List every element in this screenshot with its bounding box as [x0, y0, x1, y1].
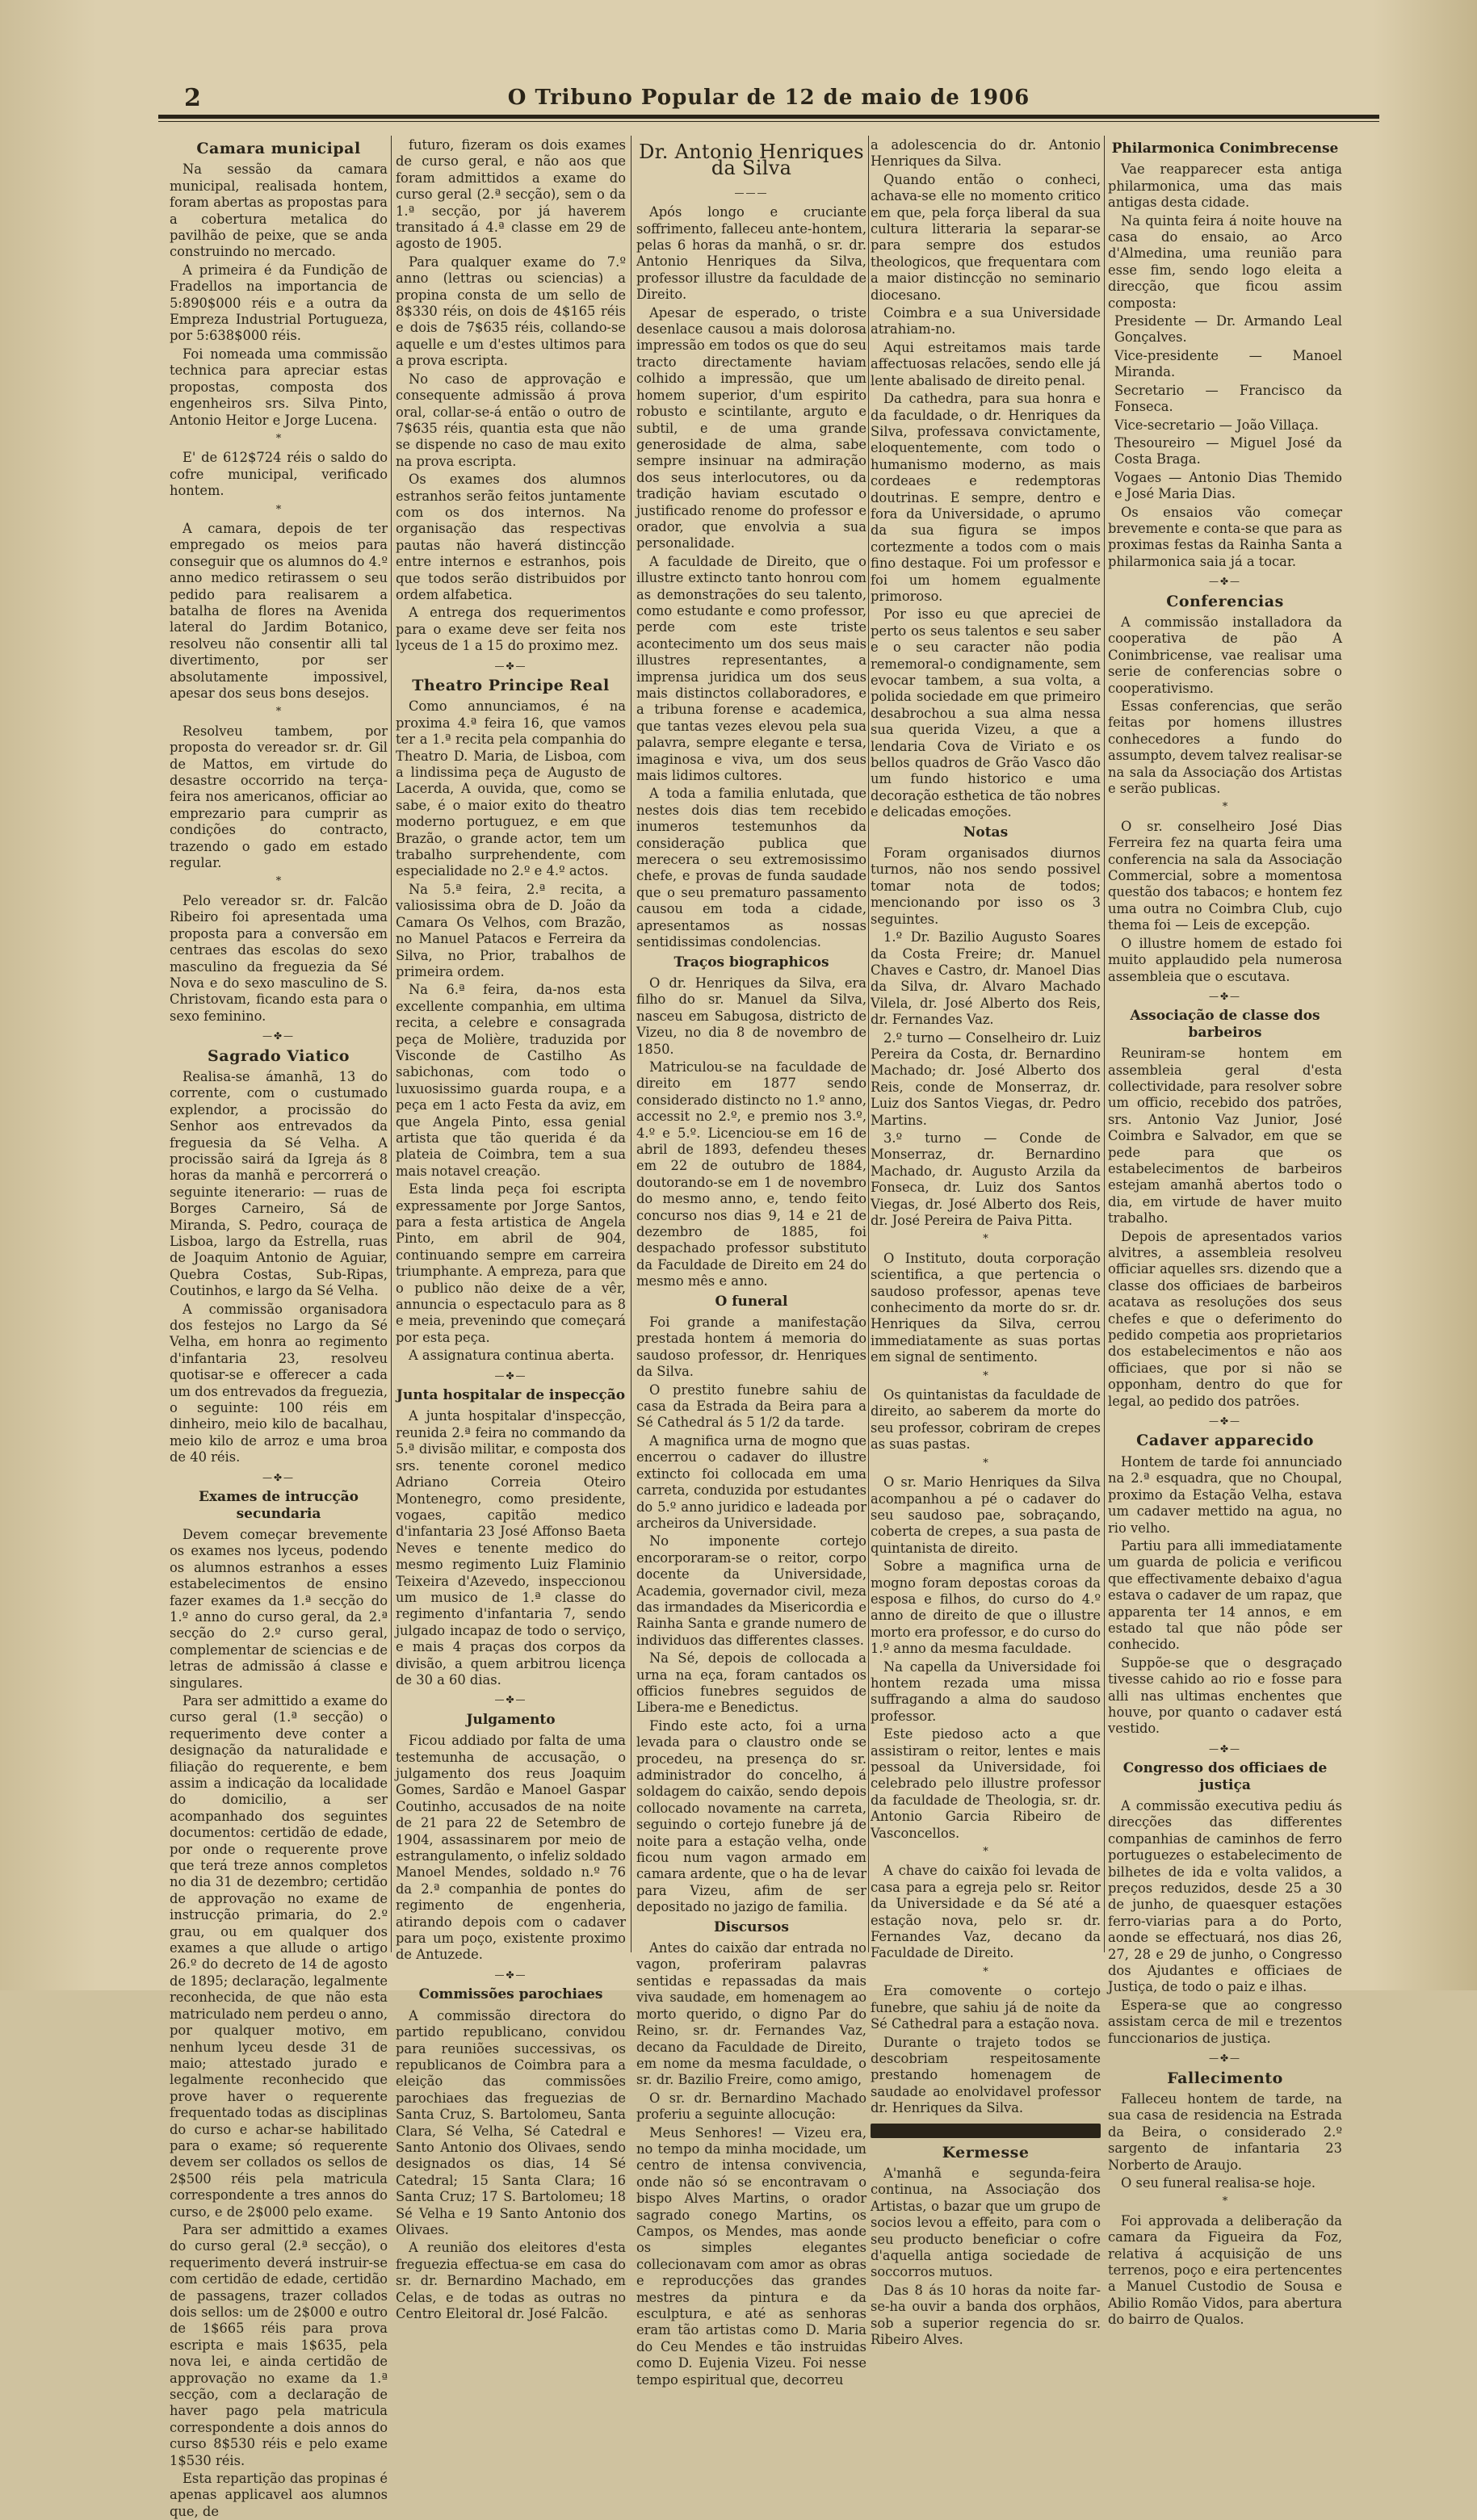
ornament-divider: —✤— — [1208, 1415, 1242, 1428]
asterisk-separator: * — [275, 432, 282, 445]
ornament-divider: —✤— — [494, 660, 527, 672]
asterisk-separator: * — [983, 1965, 988, 1978]
paragraph: Apesar de esperado, o triste desenlace causou a mais dolorosa impressão em todos os que do seu tracto directamente haviam colhido a impressão, que um homem superior, d'um espirito robusto e scintilante, arguto e subtil, e de uma grande generosidade de alma, sabe sempre insinuar na admiração dos seus interlocutores, ou da tradição haviam escutado o justificado renome do professor e orador, que envolvia a sua personalidade. — [636, 304, 866, 551]
paragraph: A assignatura continua aberta. — [409, 1348, 615, 1364]
paragraph: Vae reapparecer esta antiga philarmonica, uma das mais antigas desta cidade. — [1108, 161, 1342, 211]
paragraph: Antes do caixão dar entrada no vagon, proferiram palavras sentidas e repassadas da mais viva saudade, em homenagem ao morto querido, o digno Par do Reino, sr. dr. Fernandes Vaz, decano da Faculdade de Direito, em nome da mesma faculdade, o sr. dr. Bazilio Freire, como amigo, — [636, 1940, 866, 2088]
paragraph: A toda a familia enlutada, que nestes dois dias tem recebido inumeros testemunhos da consideração publica que merecera o seu extremosissimo chefe, e provas de funda saudade que o seu prematuro passamento causou em toda a cidade, apresentamos as nossas sentidissimas condolencias. — [636, 786, 866, 950]
section-title-tracos: Traços biographicos — [673, 954, 829, 971]
paragraph: Reuniram-se hontem em assembleia geral d'esta collectividade, para resolver sobre um officio, recebido dos patrões, srs. Antonio Vaz Junior, José Coimbra e Salvador, em que se pede para que os estabelecimentos de barbeiros estejam amanhã abertos todo o dia, em virtude de haver muito trabalho. — [1108, 1046, 1342, 1226]
article-title-congresso: Congresso dos officiaes de justiça — [1122, 1760, 1328, 1793]
article-title-junta: Junta hospitalar de inspecção — [396, 1387, 626, 1404]
paragraph: Este piedoso acto a que assistiram o reitor, lentes e mais pessoal da Universidade, foi celebrado pelo illustre professor da faculdade de Theologia, sr. dr. Antonio Garcia Ribeiro de Vasconcellos. — [871, 1726, 1101, 1841]
list-item: Secretario — Francisco da Fonseca. — [1114, 382, 1342, 415]
article-title-theatro: Theatro Principe Real — [412, 677, 610, 694]
column-1 — [170, 137, 388, 2519]
asterisk-separator: * — [275, 706, 282, 719]
ornament-divider: —✤— — [1208, 990, 1242, 1002]
article-title-exames: Exames de intrucção secundaria — [198, 1489, 359, 1522]
black-rule — [871, 2124, 1101, 2138]
paragraph: O illustre homem de estado foi muito applaudido pela numerosa assembleia que o escutava. — [1108, 935, 1342, 984]
paragraph: Na Sé, depois de collocada a urna na eça, foram cantados os officios funebres seguidos de Libera-me e Benedictus. — [636, 1650, 866, 1716]
article-title-camara: Camara municipal — [196, 140, 361, 157]
paragraph: Foi nomeada uma commissão technica para apreciar estas propostas, composta dos engenheiros srs. Silva Pinto, Antonio Heitor e Jorge Lucena. — [170, 346, 388, 428]
paragraph: Suppõe-se que o desgraçado tivesse cahido ao rio e fosse para alli nas ultimas enchentes que houve, por quanto o cadaver está vestido. — [1108, 1654, 1342, 1737]
paragraph: Hontem de tarde foi annunciado na 2.ª esquadra, que no Choupal, proximo da Estação Velha, estava um cadaver mettido na agua, no rio velho. — [1108, 1453, 1342, 1536]
paragraph: Na capella da Universidade foi hontem rezada uma missa suffragando a alma do saudoso professor. — [871, 1658, 1101, 1724]
list-item: Vice-secretario — João Villaça. — [1114, 417, 1319, 433]
paragraph: A chave do caixão foi levada de casa para a egreja pelo sr. Reitor da Universidade e da Sé até a estação nova, pelo sr. dr. Fernandes Vaz, decano da Faculdade de Direito. — [871, 1863, 1101, 1961]
asterisk-separator: * — [1222, 801, 1228, 814]
paragraph: Como annunciamos, é na proxima 4.ª feira 16, que vamos ter a 1.ª recita pela companhia do Theatro D. Maria, de Lisboa, com a lindissima peça de Augusto de Lacerda, A ouvida, que, como se sabe, é o maior exito do theatro moderno portuguez, e em que Brazão, o grande actor, tem um trabalho surprehendente, com especialidade no 2.º e 4.º actos. — [396, 698, 626, 879]
paragraph: A camara, depois de ter empregado os meios para conseguir que os alumnos do 4.º anno medico retirassem o seu pedido para realisarem a batalha de flores na Avenida lateral do Jardim Botanico, resolveu não consentir alli tal divertimento, por ser absolutamente impossivel, apesar dos seus bons desejos. — [170, 520, 388, 701]
paragraph: E' de 612$724 réis o saldo do cofre municipal, verificado hontem. — [170, 450, 388, 499]
asterisk-separator: * — [983, 1457, 988, 1470]
paragraph: Durante o trajeto todos se descobriam respeitosamente prestando homenagem de saudade ao enolvidavel professor dr. Henriques da Silva. — [871, 2034, 1101, 2116]
asterisk-separator: * — [275, 875, 282, 888]
article-title-obituary: Dr. Antonio Henriques da Silva — [639, 140, 864, 180]
header-rule — [158, 115, 1379, 122]
column-5 — [1108, 137, 1342, 2328]
paragraph: O sr. dr. Bernardino Machado proferiu a seguinte allocução: — [636, 2090, 866, 2123]
column-rule — [631, 136, 632, 1952]
article-title-commissoes: Commissões parochiaes — [418, 1986, 603, 2003]
paragraph: No caso de approvação e consequente admissão á prova oral, collar-se-á então o outro de 7$635 réis, quantia esta que não se dispende no caso de mau exito na prova escripta. — [396, 371, 626, 469]
article-title-philarmonica: Philarmonica Conimbrecense — [1111, 140, 1339, 157]
list-item: Thesoureiro — Miguel José da Costa Braga. — [1114, 434, 1342, 468]
paragraph: A reunião dos eleitores d'esta freguezia effectua-se em casa do sr. dr. Bernardino Machado, em Celas, e de todas as outras no Centro Eleitoral dr. José Falcão. — [396, 2240, 626, 2321]
paragraph: Depois de apresentados varios alvitres, a assembleia resolveu officiar aquelles srs. dizendo que a classe dos officiaes de barbeiros acatava as resoluções dos seus chefes e que o deferimento do pedido competia aos proprietarios dos estabelecimentos e não aos officiaes, que por si não se opponham, dentro do que for legal, ao pedido dos patrões. — [1108, 1228, 1342, 1409]
paragraph: Devem começar brevemente os exames nos lyceus, podendo os alumnos estranhos a esses estabelecimentos de ensino fazer exames da 1.ª secção do 1.º anno do curso geral, da 2.ª secção do 2.º curso geral, complementar de sciencias e de letras de admissão á classe e singulares. — [170, 1526, 388, 1691]
section-title-notas: Notas — [963, 824, 1009, 841]
paragraph: Aqui estreitamos mais tarde affectuosas relacões, sendo elle já lente abalisado de direito penal. — [871, 339, 1101, 388]
paragraph: Na quinta feira á noite houve na casa do ensaio, ao Arco d'Almedina, uma reunião para esse fim, sendo logo eleita a direcção, que ficou assim composta: — [1108, 212, 1342, 311]
paragraph: A faculdade de Direito, que o illustre extincto tanto honrou com as demonstrações do seu talento, como estudante e como professor, perde com este triste acontecimento um dos seus mais illustres representantes, a imprensa juridica um dos seus mais distinctos collaboradores, e a tribuna forense e academica, que tantas vezes elevou pela sua palavra, sempre elegante e tersa, imaginosa e viva, um dos seus mais lidimos cultores. — [636, 553, 866, 784]
paragraph: Na 6.ª feira, da-nos esta excellente companhia, em ultima recita, a celebre e consagrada peça de Molière, traduzida por Visconde de Castilho As sabichonas, com todo o luxuosissimo guarda roupa, e a peça em 1 acto Festa da aviz, em que Angela Pinto, essa genial artista que tão querida é da plateia de Coimbra, tem a sua mais notavel creação. — [396, 982, 626, 1179]
paragraph: A primeira é da Fundição de Fradellos na importancia de 5:890$000 réis e a outra da Empreza Industrial Portugueza, por 5:638$000 réis. — [170, 262, 388, 344]
paragraph: Para ser admittido a exame do curso geral (1.ª secção) o requerimento deve conter a designação da naturalidade e filiação do requerente, e bem assim a indicação da localidade do domicilio, a ser acompanhado dos seguintes documentos: certidão de edade, por onde o requerente prove que terá treze annos completos no dia 31 de dezembro; certidão de approvação no exame de instrucção primaria, do 2.º grau, ou em qualquer dos exames a que allude o artigo 26.º do decreto de 14 de agosto de 1895; declaração, legalmente reconhecida, de que não esta matriculado nem perdeu o anno, por qualquer motivo, em nenhum lyceu desde 31 de maio; attestado jurado e legalmente reconhecido que prove haver o requerente frequentado todas as disciplinas do curso e achar-se habilitado para o exame; só requerente devem ser collados os sellos de 2$500 réis pela matricula correspondente a tres annos do curso, e de 2$000 pelo exame. — [170, 1692, 388, 2220]
paragraph: A junta hospitalar d'inspecção, reunida 2.ª feira no commando da 5.ª divisão militar, e composta dos srs. tenente coronel medico Adriano Correia Oteiro Montenegro, como presidente, vogaes, capitão medico d'infantaria 23 José Affonso Baeta Neves e tenente medico do mesmo regimento Luiz Flaminio Teixeira d'Azevedo, inspeccionou um musico de 1.ª classe do regimento d'infantaria 7, sendo julgado incapaz de todo o serviço, e mais 4 praças dos corpos da divisão, a quem arbitrou licença de 30 a 60 dias. — [396, 1408, 626, 1688]
paragraph: A commissão installadora da cooperativa de pão A Conimbricense, vae realisar uma serie de conferencias sobre o cooperativismo. — [1108, 614, 1342, 696]
column-rule — [391, 136, 392, 1952]
paragraph: Esta linda peça foi escripta expressamente por Jorge Santos, para a festa artistica de Angela Pinto, em abril de 904, continuando sempre em carreira triumphante. A empreza, para que o publico não deixe de a vêr, annuncia o espectaculo para as 8 e meia, prevenindo que começará por esta peça. — [396, 1181, 626, 1345]
paragraph: Coimbra e a sua Universidade atrahiam-no. — [871, 305, 1101, 338]
paragraph: Essas conferencias, que serão feitas por homens illustres conhecedores a fundo do assumpto, devem talvez realisar-se na sala da Associação dos Artistas e serão publicas. — [1108, 698, 1342, 797]
article-title-barbeiros: Associação de classe dos barbeiros — [1130, 1008, 1320, 1041]
paragraph: O Instituto, douta corporação scientifica, a que pertencia o saudoso professor, apenas teve conhecimento da morte do sr. dr. Henriques da Silva, cerrou immediatamente as suas portas em signal de sentimento. — [871, 1250, 1101, 1365]
paragraph: A commissão directora do partido republicano, convidou para reuniões successivas, os republicanos de Coimbra para a eleição das commissões parochiaes das freguezias de Santa Cruz, S. Bartolomeu, Santa Clara, Sé Velha, Sé Catedral e Santo Antonio dos Olivaes, sendo designados os dias, 14 Sé Catedral; 15 Santa Clara; 16 Santa Cruz; 17 S. Bartolomeu; 18 Sé Velha e 19 Santo Antonio dos Olivaes. — [396, 2007, 626, 2237]
paragraph: Era comovente o cortejo funebre, que sahiu já de noite da Sé Cathedral para a estação nova. — [871, 1983, 1101, 2032]
paragraph: Das 8 ás 10 horas da noite far-se-ha ouvir a banda dos orphãos, sob a superior regencia do sr. Ribeiro Alves. — [871, 2282, 1101, 2347]
column-rule — [1104, 136, 1105, 1952]
paragraph: Espera-se que ao congresso assistam cerca de mil e trezentos funccionarios de justiça. — [1108, 1997, 1342, 2046]
page-number: 2 — [184, 84, 201, 112]
column-rule — [868, 136, 869, 1952]
paragraph: Da cathedra, para sua honra e da faculdade, o dr. Henriques da Silva, professava convictamente, eloquentemente, com todo o humanismo moderno, as mais cordeaes e redemptoras doutrinas. E sempre, dentro e fora da Universidade, o aprumo da sua figura se impos cortezmente a todos com o mais fino destaque. Foi um professor e foi um homem egualmente primoroso. — [871, 391, 1101, 604]
paragraph: Após longo e cruciante soffrimento, falleceu ante-hontem, pelas 6 horas da manhã, o sr. dr. Antonio Henriques da Silva, professor illustre da faculdade de Direito. — [636, 204, 866, 303]
paragraph: Partiu para alli immediatamente um guarda de policia e verificou que effectivamente debaixo d'agua estava o cadaver de um rapaz, que apparenta ter 14 annos, e em estado tal que não pôde ser conhecido. — [1108, 1537, 1342, 1653]
list-item: Vice-presidente — Manoel Miranda. — [1114, 347, 1342, 380]
ornament-divider: —✤— — [262, 1471, 296, 1483]
short-rule: ——— — [734, 187, 769, 199]
ornament-divider: —✤— — [494, 1969, 527, 1981]
paragraph: Para qualquer exame do 7.º anno (lettras ou sciencias) a propina consta de um sello de 8$330 réis, on dois de 4$165 réis e dois de 7$635 réis, collando-se aquelle e um d'estes ultimos para a prova escripta. — [396, 254, 626, 369]
paragraph: Meus Senhores! — Vizeu era, no tempo da minha mocidade, um centro de intensa convivencia, onde não só se encontravam o bispo Alves Martins, o orador sagrado conego Martins, os Campos, os Mendes, mas aonde os simples elegantes collecionavam com amor as obras e reproducções das grandes mestres da pintura e da esculptura, e até as senhoras eram tão artistas como D. Maria do Ceu Mendes e tão instruidas como D. Eujenia Vizeu. Foi nesse tempo espiritual que, decorreu — [636, 2124, 866, 2388]
newspaper-title: O Tribuno Popular de 12 de maio de 1906 — [507, 86, 1030, 110]
article-title-julgamento: Julgamento — [466, 1711, 556, 1728]
page-header — [158, 79, 1379, 120]
paragraph: O sr. Mario Henriques da Silva acompanhou a pé o cadaver do seu saudoso pae, sobraçando, coberta de crepes, a sua pasta de quintanista de direito. — [871, 1474, 1101, 1556]
paragraph: Os exames dos alumnos estranhos serão feitos juntamente com os dos internos. Na organisação das respectivas pautas não haverá distincção entre internos e estranhos, pois que todos serão distribuidos por ordem alfabetica. — [396, 472, 626, 602]
paragraph: Por isso eu que apreciei de perto os seus talentos e seu saber e o seu caracter não podia rememoral-o condignamente, sem evocar tambem, a sua volta, a polida sociedade em que primeiro desabrochou a sua alma nessa sua querida Vizeu, a que a lendaria Cova de Viriato e os bellos quadros de Grão Vasco dão um fundo historico e uma decoração esthetica de tão nobres e delicadas emoções. — [871, 606, 1101, 820]
paragraph: Os ensaios vão começar brevemente e conta-se que para as proximas festas da Rainha Santa a philarmonica saia já a tocar. — [1108, 504, 1342, 569]
paragraph: O dr. Henriques da Silva, era filho do sr. Manuel da Silva, nasceu em Sabugosa, districto de Vizeu, no dia 8 de novembro de 1850. — [636, 975, 866, 1057]
article-title-conferencias: Conferencias — [1166, 592, 1284, 610]
paragraph: Resolveu tambem, por proposta do vereador sr. dr. Gil de Mattos, em virtude do desastre occorrido na terça-feira nos americanos, officiar ao emprezario para cumprir as condições do contracto, trazendo o gado em estado regular. — [170, 723, 388, 871]
ornament-divider: —✤— — [494, 1369, 527, 1382]
asterisk-separator: * — [983, 1369, 988, 1382]
paragraph: a adolescencia do dr. Antonio Henriques da Silva. — [871, 137, 1101, 170]
paragraph: Falleceu hontem de tarde, na sua casa de residencia na Estrada da Beira, o considerado 2.º sargento de infantaria 23 Norberto de Araujo. — [1108, 2090, 1342, 2173]
article-title-kermesse: Kermesse — [942, 2143, 1030, 2161]
paragraph: Findo este acto, foi a urna levada para o claustro onde se procedeu, na presença do sr. administrador do concelho, á soldagem do caixão, sendo depois collocado novamente na carreta, seguindo o cortejo funebre já de noite para a estação velha, onde ficou num vagon armado em camara ardente, que o ha de levar para Vizeu, afim de ser depositado no jazigo de familia. — [636, 1717, 866, 1915]
section-title-funeral: O funeral — [715, 1293, 788, 1310]
paragraph: 3.º turno — Conde de Monserraz, dr. Bernardino Machado, dr. Augusto Arzila da Fonseca, dr. Luiz dos Santos Viegas, dr. José Alberto dos Reis, dr. José Pereira de Paiva Pitta. — [871, 1130, 1101, 1228]
column-3 — [636, 137, 866, 2388]
list-item: Presidente — Dr. Armando Leal Gonçalves. — [1114, 313, 1342, 346]
article-title-viatico: Sagrado Viatico — [208, 1046, 350, 1065]
ornament-divider: —✤— — [1208, 2052, 1242, 2065]
paragraph: O sr. conselheiro José Dias Ferreira fez na quarta feira uma conferencia na sala da Associação Commercial, sobre a momentosa questão dos tabacos; e hontem fez uma outra no Coimbra Club, cujo thema foi — Leis de excepção. — [1108, 818, 1342, 933]
paragraph: Para ser admittido a exames do curso geral (2.ª secção), o requerimento deverá instruir-se com certidão de edade, certidão de passagens, trazer collados dois sellos: um de 2$000 e outro de 1$665 réis para prova escripta e mais 1$635, pela nova lei, e ainda certidão de approvação no exame da 1.ª secção, com a declaração de haver pago pela matricula correspondente a dois annos do curso 8$530 réis e pelo exame 1$530 réis. — [170, 2221, 388, 2468]
paragraph: Os quintanistas da faculdade de direito, ao saberem da morte do seu professor, cobriram de crepes as suas pastas. — [871, 1387, 1101, 1453]
paragraph: O seu funeral realisa-se hoje. — [1121, 2174, 1316, 2191]
paragraph: Pelo vereador sr. dr. Falcão Ribeiro foi apresentada uma proposta para a conversão em centraes das escolas do sexo masculino da freguezia da Sé Nova e do sexo masculino de S. Christovam, ficando esta para o sexo feminino. — [170, 892, 388, 1024]
asterisk-separator: * — [983, 1846, 988, 1859]
paragraph: Realisa-se ámanhã, 13 do corrente, com o custumado explendor, a procissão do Senhor aos entrevados da freguesia da Sé Velha. A procissão sairá da Igreja ás 8 horas da manhã e percorrerá o seguinte itenerario: — ruas de Borges Carneiro, Sá de Miranda, S. Pedro, couraça de Lisboa, largo da Estrella, ruas de Joaquim Antonio de Aguiar, Quebra Costas, Sub-Ripas, Coutinhos, e largo da Sé Velha. — [170, 1068, 388, 1299]
section-title-discursos: Discursos — [714, 1918, 789, 1935]
ornament-divider: —✤— — [1208, 576, 1242, 588]
paragraph: Foi grande a manifestação prestada hontem á memoria do saudoso professor, dr. Henriques da Silva. — [636, 1315, 866, 1380]
column-2 — [396, 137, 626, 2321]
paragraph: Quando então o conheci, achava-se elle no momento critico em que, pela força liberal da sua cultura litteraria la separar-se para sempre dos estudos theologicos, que frequentara com a maior distincção no seminario diocesano. — [871, 171, 1101, 303]
paragraph: A commissão executiva pediu ás direcções das differentes companhias de caminhos de ferro portuguezes o estabelecimento de bilhetes de ida e volta validos, a preços reduzidos, desde 25 a 30 de junho, de quaesquer estações ferro-viarias para a do Porto, aonde se effectuará, nos dias 26, 27, 28 e 29 de junho, o Congresso dos Ajudantes e officiaes de Justiça, de todo o paiz e ilhas. — [1108, 1798, 1342, 1995]
paragraph: Ficou addiado por falta de uma testemunha de accusação, o julgamento dos reus Joaquim Gomes, Sardão e Manoel Gaspar Coutinho, accusados de na noite de 21 para 22 de Setembro de 1904, assassinarem por meio de estrangulamento, o infeliz soldado Manoel Mendes, soldado n.º 76 da 2.ª companhia de pontes do regimento de engenheria, atirando depois com o cadaver para um poço, existente proximo de Antuzede. — [396, 1733, 626, 1963]
paragraph: O prestito funebre sahiu de casa da Estrada da Beira para a Sé Cathedral ás 5 1/2 da tarde. — [636, 1382, 866, 1431]
list-item: Vogaes — Antonio Dias Themido e José Maria Dias. — [1114, 469, 1342, 502]
article-title-fallecimento: Fallecimento — [1167, 2069, 1283, 2087]
paragraph: Sobre a magnifica urna de mogno foram depostas coroas da esposa e filhos, do curso do 4.º anno de direito de que o illustre morto era professor, e do curso do 1.º anno da mesma faculdade. — [871, 1558, 1101, 1657]
paragraph: 1.º Dr. Bazilio Augusto Soares da Costa Freire; dr. Manuel Chaves e Castro, dr. Manoel Dias da Silva, dr. Alvaro Machado Vilela, dr. José Alberto dos Reis, dr. Fernandes Vaz. — [871, 929, 1101, 1028]
paragraph: Na sessão da camara municipal, realisada hontem, foram abertas as propostas para a cobertura metalica do pavilhão de peixe, que se anda construindo no mercado. — [170, 161, 388, 260]
paragraph: Na 5.ª feira, 2.ª recita, a valiosissima obra de D. João da Camara Os Velhos, com Brazão, no Manuel Patacos e Ferreira da Silva, no Prior, trabalhos de primeira ordem. — [396, 881, 626, 979]
paragraph: Foram organisados diurnos turnos, não nos sendo possivel tomar nota de todos; mencionando por isso os 3 seguintes. — [871, 845, 1101, 927]
asterisk-separator: * — [1222, 2195, 1228, 2208]
paragraph: A commissão organisadora dos festejos no Largo da Sé Velha, em honra ao regimento d'infantaria 23, resolveu quotisar-se e offerecer a cada um dos entrevados da freguezia, o seguinte: 100 réis em dinheiro, meio kilo de bacalhau, meio kilo de arroz e uma broa de 40 réis. — [170, 1301, 388, 1465]
column-4 — [871, 137, 1101, 2347]
paragraph: futuro, fizeram os dois exames de curso geral, e não aos que foram admittidos a exame do curso geral (2.ª secção), sem o da 1.ª secção, por já haverem transitado á 4.ª classe em 29 de agosto de 1905. — [396, 137, 626, 252]
paragraph: Matriculou-se na faculdade de direito em 1877 sendo considerado distincto no 1.º anno, accessit no 2.º, e premio nos 3.º, 4.º e 5.º. Licenciou-se em 16 de abril de 1893, defendeu theses em 22 de outubro de 1884, doutorando-se em 1 de novembro do mesmo anno, e, tendo feito concurso nos dias 9, 14 e 21 de dezembro de 1885, foi despachado professor substituto da Faculdade de Direito em 24 do mesmo mês e anno. — [636, 1059, 866, 1289]
paragraph: Foi approvada a deliberação da camara da Figueira da Foz, relativa á acquisição de uns terrenos, poço e eira pertencentes a Manuel Custodio de Sousa e Abilio Romão Vidos, para abertura do bairro de Qualos. — [1108, 2212, 1342, 2328]
paragraph: Esta repartição das propinas é apenas applicavel aos alumnos que, de — [170, 2471, 388, 2519]
article-title-cadaver: Cadaver apparecido — [1136, 1432, 1314, 1450]
paragraph: A magnifica urna de mogno que encerrou o cadaver do illustre extincto foi collocada em uma carreta, conduzida por estudantes do 5.º anno juridico e ladeada por archeiros da Universidade. — [636, 1432, 866, 1531]
ornament-divider: —✤— — [262, 1030, 296, 1042]
asterisk-separator: * — [983, 1233, 988, 1246]
paragraph: No imponente cortejo encorporaram-se o reitor, corpo docente da Universidade, Academia, governador civil, meza das irmandades da Misericordia e Rainha Santa e grande numero de individuos das differentes classes. — [636, 1533, 866, 1648]
paragraph: A'manhã e segunda-feira continua, na Associação dos Artistas, o bazar que um grupo de socios levou a effeito, para com o seu producto beneficiar o cofre d'aquella antiga sociedade de soccorros mutuos. — [871, 2165, 1101, 2280]
ornament-divider: —✤— — [1208, 1742, 1242, 1755]
paragraph: 2.º turno — Conselheiro dr. Luiz Pereira da Costa, dr. Bernardino Machado; dr. José Alberto dos Reis, conde de Monserraz, dr. Luiz dos Santos Viegas, dr. Pedro Martins. — [871, 1029, 1101, 1128]
paragraph: A entrega dos requerimentos para o exame deve ser feita nos lyceus de 1 a 15 do proximo mez. — [396, 605, 626, 654]
asterisk-separator: * — [275, 503, 282, 516]
ornament-divider: —✤— — [494, 1694, 527, 1706]
